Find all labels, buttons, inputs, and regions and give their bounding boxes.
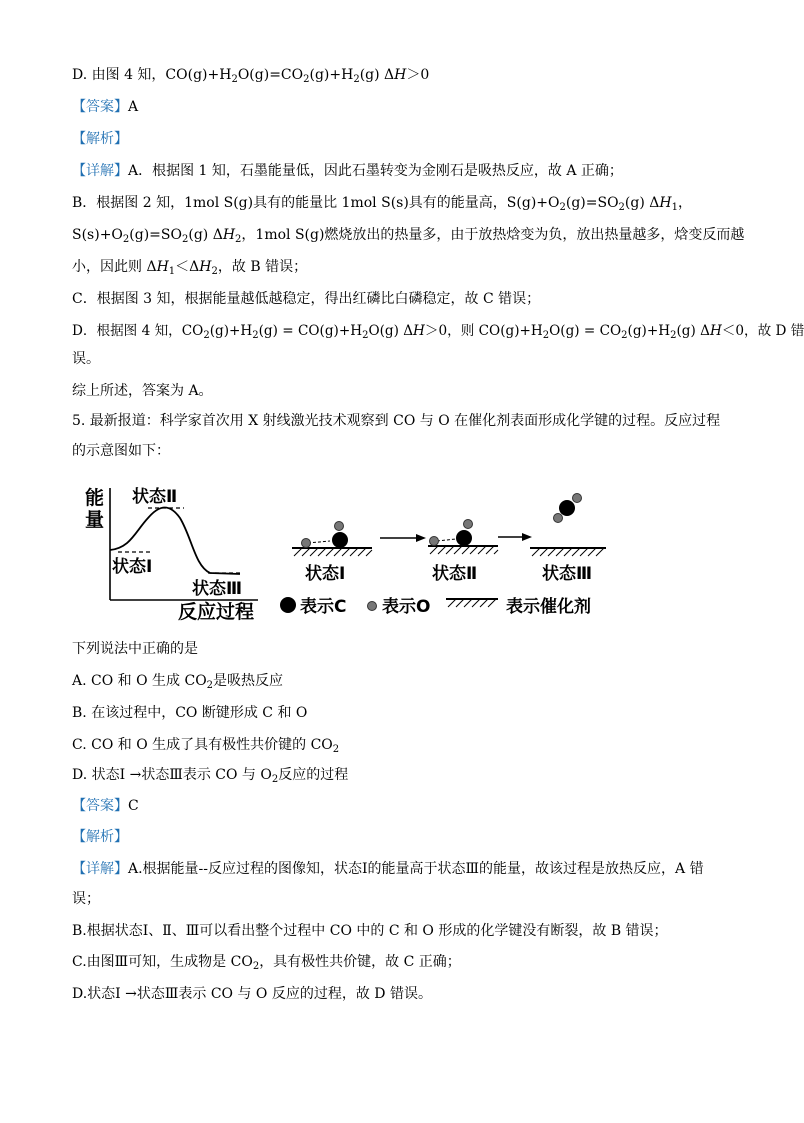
- option-d-prev: D. 由图 4 知，$CO(g)+H_2O(g)=CO_2(g)+H_2(g)$ ΔH＞0: [72, 67, 430, 85]
- arrow-2-head: [522, 533, 532, 541]
- detail-1-d1: D．根据图 4 知，$CO_2(g)+H_2(g) = CO(g)+H_2O(g)$ ΔH＞0，则 $CO(g)+H_2O(g) = CO_2(g)+H_2(g)$ ΔH＜0，故 D 错: [72, 323, 804, 341]
- energy-profile-chart: [85, 486, 258, 623]
- legend-catalyst-icon: [448, 599, 496, 607]
- detail-1-d2: 误。: [72, 351, 100, 367]
- state1-label: 状态Ⅰ: [305, 564, 346, 584]
- option-b: B. 在该过程中，CO 断键形成 C 和 O: [72, 705, 308, 721]
- oxygen-atom: [573, 494, 582, 503]
- legend-catalyst-label: 表示催化剂: [506, 597, 591, 617]
- carbon-atom: [559, 500, 575, 516]
- answer-2: 【答案】C: [72, 798, 139, 814]
- carbon-atom: [456, 530, 472, 546]
- oxygen-atom: [554, 514, 563, 523]
- arrow-1-head: [416, 534, 426, 542]
- detail-1-a: 【详解】A．根据图 1 知，石墨能量低，因此石墨转变为金刚石是吸热反应，故 A 正确；: [72, 163, 623, 179]
- legend: [280, 596, 591, 617]
- legend-carbon-icon: [280, 597, 296, 613]
- state2-illustration: [428, 520, 498, 585]
- analysis-heading-1: 【解析】: [72, 131, 128, 147]
- explanation-a: 【详解】A.根据能量--反应过程的图像知，状态Ⅰ的能量高于状态Ⅲ的能量，故该过程是放热反应，A 错: [72, 861, 704, 877]
- oxygen-atom: [302, 539, 311, 548]
- energy-axis-label-1: 能: [85, 487, 105, 509]
- process-axis-label: 反应过程: [178, 601, 255, 623]
- explanation-c: C.由图Ⅲ可知，生成物是 $CO_2$，具有极性共价键，故 C 正确；: [72, 954, 461, 972]
- state1-illustration: [292, 522, 372, 585]
- state2-label: 状态Ⅱ: [432, 564, 478, 584]
- chart-state2-label: 状态Ⅱ: [132, 487, 178, 507]
- q5-stem-line2: 的示意图如下：: [72, 443, 170, 459]
- chart-state3-label: 状态Ⅲ: [192, 579, 243, 599]
- option-a: A. CO 和 O 生成 $CO_2$是吸热反应: [72, 673, 284, 691]
- detail-1-b2: $S(s)+O_2(g)=SO_2(g)$ $\Delta H_2$，1mol S(g)燃烧放出的热量多，由于放热焓变为负，放出热量越多，焓变反而越: [72, 227, 745, 245]
- reaction-diagram: [80, 482, 620, 630]
- state3-label: 状态Ⅲ: [542, 564, 593, 584]
- explanation-d: D.状态Ⅰ →状态Ⅲ表示 CO 与 O 反应的过程，故 D 错误。: [72, 986, 432, 1002]
- detail-1-b3: 小，因此则 $\Delta H_1<\Delta H_2$，故 B 错误；: [72, 259, 308, 277]
- explanation-b: B.根据状态Ⅰ、Ⅱ、Ⅲ可以看出整个过程中 CO 中的 C 和 O 形成的化学键没有断裂，故 B 错误；: [72, 923, 668, 939]
- detail-1-b1: B．根据图 2 知，1mol S(g)具有的能量比 1mol S(s)具有的能量高，$S(g)+O_2(g)=SO_2(g)$ $\Delta H_1$，: [72, 195, 692, 213]
- question-prompt: 下列说法中正确的是: [72, 641, 198, 657]
- option-c: C. CO 和 O 生成了具有极性共价键的 $CO_2$: [72, 737, 340, 755]
- legend-oxygen-icon: [368, 602, 377, 611]
- explanation-a-cont: 误；: [72, 891, 100, 907]
- oxygen-atom: [464, 520, 473, 529]
- legend-oxygen-label: 表示O: [382, 597, 431, 617]
- chart-state1-label: 状态Ⅰ: [112, 557, 153, 577]
- legend-carbon-label: 表示C: [300, 597, 347, 617]
- oxygen-atom: [430, 537, 439, 546]
- answer-1: 【答案】A: [72, 99, 139, 115]
- q5-stem-line1: 5. 最新报道：科学家首次用 X 射线激光技术观察到 CO 与 O 在催化剂表面形成化学键的过程。反应过程: [72, 413, 721, 429]
- summary-1: 综上所述，答案为 A。: [72, 383, 213, 399]
- carbon-atom: [332, 532, 348, 548]
- energy-axis-label-2: 量: [85, 509, 105, 531]
- state3-illustration: [530, 494, 606, 585]
- detail-1-c: C．根据图 3 知，根据能量越低越稳定，得出红磷比白磷稳定，故 C 错误；: [72, 291, 541, 307]
- oxygen-atom: [335, 522, 344, 531]
- option-d: D. 状态Ⅰ →状态Ⅲ表示 CO 与 $O_2$反应的过程: [72, 767, 349, 785]
- analysis-heading-2: 【解析】: [72, 829, 128, 845]
